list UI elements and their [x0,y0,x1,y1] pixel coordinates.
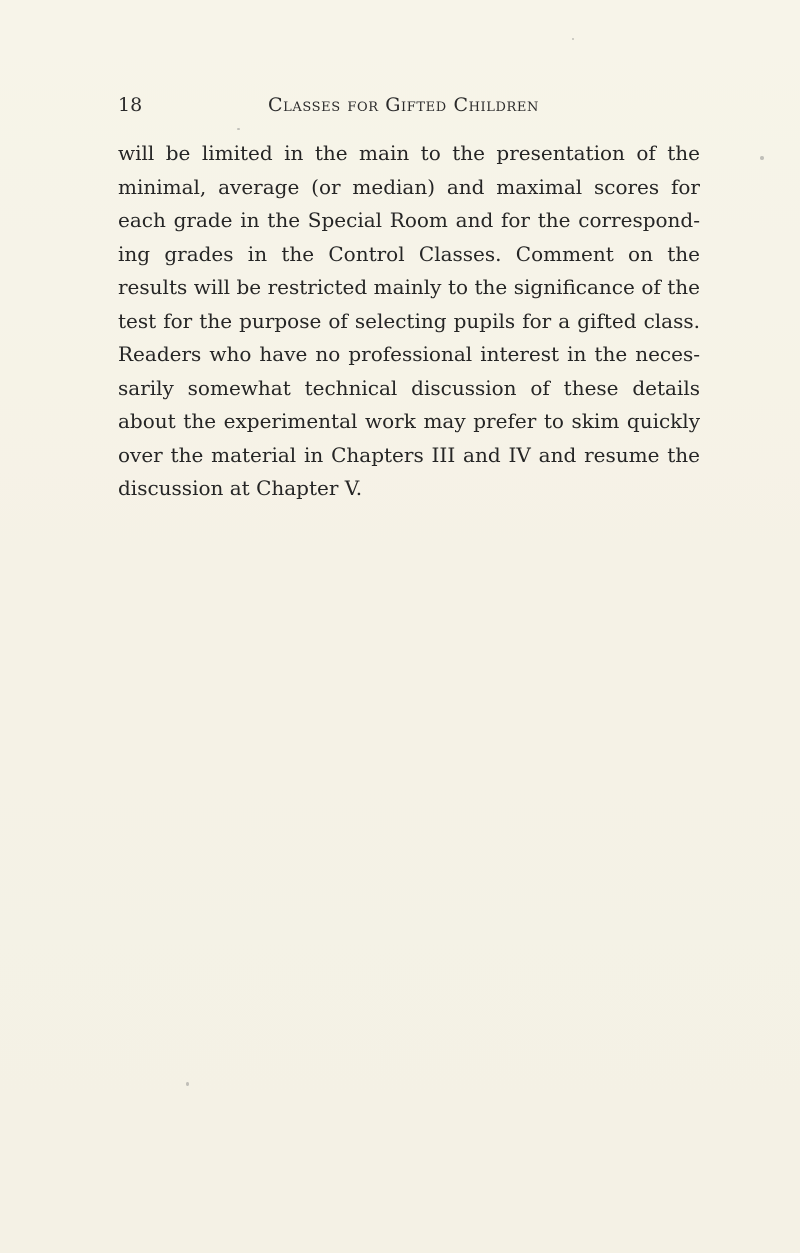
paper-speck [237,128,240,130]
text-line: each grade in the Special Room and for the correspond- [118,208,700,232]
text-line: results will be restricted mainly to the significance of the [118,275,700,299]
text-line: test for the purpose of selecting pupils for a gifted class. [118,308,700,333]
text-line: will be limited in the main to the presentation of the [118,141,700,165]
running-title: Classes for Gifted Children [268,94,539,116]
text-line: over the material in Chapters III and IV and resume the [118,442,700,467]
text-line: Readers who have no professional interest in the neces- [118,342,700,366]
text-line: sarily somewhat technical discussion of these details [118,375,700,400]
paper-speck [572,38,574,40]
text-line: about the experimental work may prefer to skim quickly [118,409,700,433]
running-head [118,92,702,118]
text-line-last: discussion at Chapter V. [118,476,363,500]
page-number: 18 [118,94,143,116]
text-line: ing grades in the Control Classes. Comment on the [118,241,700,266]
paper-speck [186,1082,189,1086]
body-paragraph [118,137,700,506]
text-line: minimal, average (or median) and maximal scores for [118,174,700,199]
paper-speck [760,156,764,160]
